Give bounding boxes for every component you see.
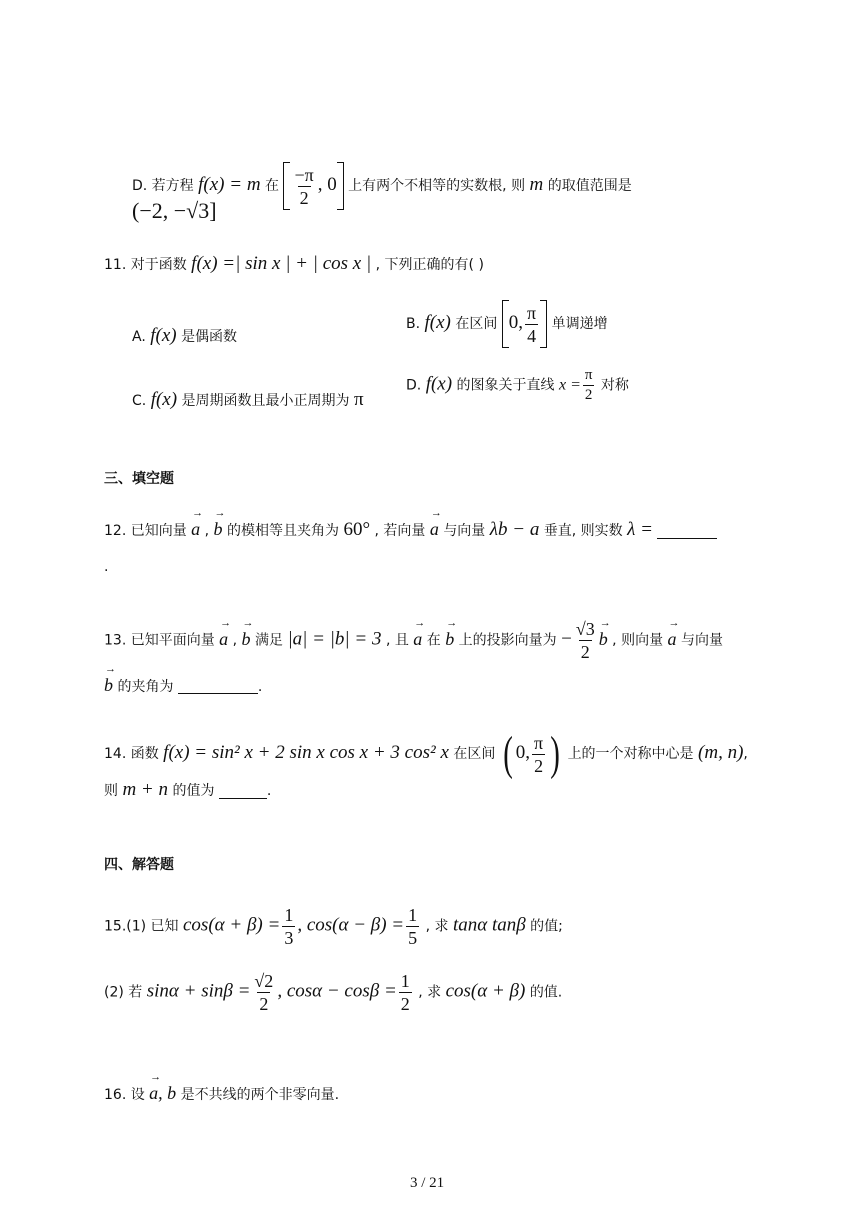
fraction-numerator: 1 — [408, 905, 418, 925]
line-fraction — [583, 368, 595, 403]
bracket-right — [337, 162, 344, 210]
vector-b: → b — [104, 676, 113, 694]
q12-text1: 的模相等且夹角为 — [226, 523, 339, 539]
interval-fraction — [525, 304, 538, 345]
q13-text1: 满足 — [254, 632, 283, 649]
q15-part2 — [104, 972, 562, 1013]
q10-d-interval-tail: , 0 — [317, 174, 337, 195]
q13-text5: , 则向量 — [612, 632, 664, 649]
q12-text4: 垂直, 则实数 — [543, 523, 623, 539]
q12-stem — [104, 520, 717, 539]
option-text: 的图象关于直线 — [456, 377, 555, 394]
answer-blank[interactable] — [219, 784, 267, 799]
fraction-numerator: π — [584, 367, 593, 383]
q13-text7: 的夹角为 — [117, 679, 174, 695]
option-text: 是周期函数且最小正周期为 — [181, 393, 350, 409]
bracket-left — [502, 300, 509, 348]
page-number: 3 / 21 — [410, 1175, 445, 1191]
q13-text3: 在 — [426, 632, 441, 649]
q12-text3: 与向量 — [443, 523, 486, 539]
q13-text6: 与向量 — [680, 632, 723, 649]
q15-fraction-2 — [406, 906, 419, 947]
q15-target: cos(α + β) — [445, 980, 526, 1002]
q13-prefix: 13. 已知平面向量 — [104, 632, 215, 649]
q10-d-interval-fraction — [292, 166, 315, 207]
vector-b: → b — [599, 630, 608, 648]
option-function: f(x) — [150, 389, 178, 410]
vector-b: → b — [214, 520, 223, 538]
q12-expression: λb − a — [489, 519, 540, 540]
q13-norm-expression: |a| = |b| = 3 — [287, 628, 382, 650]
q10-d-text2: 的取值范围是 — [547, 178, 632, 194]
q14-text2: 上的一个对称中心是 — [567, 746, 694, 762]
fraction-denominator: 5 — [408, 928, 418, 948]
separator: , — [232, 632, 238, 649]
option-label: A. — [132, 329, 146, 345]
q10-d-prefix: D. 若方程 — [132, 178, 194, 194]
separator: , — [204, 523, 210, 539]
projection-fraction — [574, 620, 597, 661]
q15-cos-sum: cos(α + β) = — [183, 914, 281, 936]
q15-fraction-1 — [282, 906, 295, 947]
fraction-denominator: 2 — [580, 642, 590, 662]
vector-a: → a — [219, 630, 228, 648]
q14-line2 — [104, 780, 271, 799]
q15-fraction-3 — [252, 972, 275, 1013]
q13-text2: , 且 — [385, 632, 409, 649]
option-function: f(x) — [424, 312, 451, 333]
vector-b: → b — [445, 630, 454, 648]
option-label: D. — [406, 377, 422, 394]
q11-option-d — [406, 368, 629, 403]
option-text2: 对称 — [600, 377, 629, 394]
fraction-numerator: √3 — [575, 619, 595, 639]
option-pi: π — [353, 389, 364, 410]
interval-fraction — [532, 734, 545, 775]
fraction-numerator: π — [534, 732, 544, 753]
fraction-denominator: 2 — [534, 755, 544, 776]
q14-line2-prefix: 则 — [104, 783, 118, 799]
fraction-denominator: 2 — [299, 187, 309, 208]
q14-end: . — [266, 783, 272, 799]
q12-text2: , 若向量 — [374, 523, 426, 539]
fraction-denominator: 2 — [259, 994, 269, 1014]
q16-text: 是不共线的两个非零向量. — [180, 1087, 340, 1103]
q15-part2-prefix: (2) 若 — [104, 984, 143, 1001]
option-function: f(x) — [150, 325, 177, 346]
q14-prefix: 14. 函数 — [104, 746, 159, 762]
option-function: f(x) — [425, 373, 453, 395]
answer-blank[interactable] — [657, 524, 717, 539]
q15-tail1: 的值; — [530, 918, 563, 935]
q14-line2-text: 的值为 — [172, 783, 215, 799]
q13-stem — [104, 620, 723, 661]
q13-line2 — [104, 676, 262, 694]
paren-left: ( — [502, 727, 513, 780]
q15-cos-diff-2: , cosα − cosβ = — [277, 980, 397, 1002]
q14-center: (m, n) — [698, 742, 744, 763]
fraction-denominator: 2 — [400, 994, 410, 1014]
q11-suffix: , 下列正确的有( ) — [375, 257, 484, 273]
q11-prefix: 11. 对于函数 — [104, 257, 187, 273]
q15-sin-sum: sinα + sinβ = — [146, 980, 251, 1002]
q10-d-expression: f(x) = m — [198, 174, 261, 195]
option-label: C. — [132, 393, 147, 409]
vector-b: → b — [242, 630, 251, 648]
interval-head: 0, — [508, 312, 524, 333]
q11-option-a — [132, 326, 237, 345]
fraction-numerator: √2 — [254, 971, 274, 991]
section-heading-fill-in: 三、填空题 — [104, 471, 174, 487]
vector-a: → a — [191, 520, 200, 538]
vector-a: → a — [413, 630, 422, 648]
q12-period: . — [104, 559, 109, 575]
fraction-numerator: 1 — [284, 905, 294, 925]
paren-right: ) — [550, 727, 560, 780]
line-x: x = — [558, 376, 581, 394]
q15-cos-diff: , cos(α − β) = — [297, 914, 405, 936]
q16-vectors: → a, b — [149, 1084, 176, 1102]
q10-d-answer: (−2, −√3] — [132, 198, 217, 223]
q12-lambda: λ = — [627, 519, 653, 540]
q16-prefix: 16. 设 — [104, 1087, 145, 1103]
q14-text1: 在区间 — [453, 746, 496, 762]
interval-head: 0, — [515, 742, 531, 763]
q11-function: f(x) =| sin x | + | cos x | — [191, 253, 372, 274]
q14-function: f(x) = sin² x + 2 sin x cos x + 3 cos² x — [163, 742, 449, 763]
q14-sum: m + n — [122, 779, 168, 800]
q14-comma: , — [743, 746, 748, 762]
q15-seek2: , 求 — [418, 984, 442, 1001]
fraction-numerator: 1 — [400, 971, 410, 991]
option-text: 是偶函数 — [181, 329, 238, 345]
q13-end: . — [257, 679, 263, 695]
bracket-right — [540, 300, 547, 348]
option-text2: 单调递增 — [551, 316, 608, 332]
q15-fraction-4 — [399, 972, 412, 1013]
section-heading-solve: 四、解答题 — [104, 857, 174, 873]
q15-seek: , 求 — [425, 918, 449, 935]
q15-part1-prefix: 15.(1) 已知 — [104, 918, 179, 935]
bracket-left — [283, 162, 290, 210]
q10-d-variable: m — [529, 174, 544, 195]
q11-stem — [104, 254, 484, 273]
q14-stem — [104, 727, 748, 780]
option-label: B. — [406, 316, 421, 332]
fraction-denominator: 2 — [584, 387, 593, 403]
fraction-numerator: −π — [294, 164, 314, 185]
q11-option-b — [406, 300, 608, 348]
q13-text4: 上的投影向量为 — [458, 632, 557, 649]
q15-tail2: 的值. — [529, 984, 563, 1001]
answer-blank[interactable] — [178, 679, 258, 694]
q12-angle: 60° — [343, 519, 371, 540]
q10-d-in: 在 — [265, 178, 280, 194]
q15-tan-product: tanα tanβ — [452, 914, 526, 936]
fraction-denominator: 4 — [527, 325, 537, 346]
vector-a: → a — [430, 520, 439, 538]
q10-d-text: 上有两个不相等的实数根, 则 — [348, 178, 526, 194]
vector-a: → a — [668, 630, 677, 648]
fraction-denominator: 3 — [284, 928, 294, 948]
q11-option-c — [132, 390, 364, 409]
projection-minus: − — [561, 628, 572, 650]
q12-prefix: 12. 已知向量 — [104, 523, 187, 539]
fraction-numerator: π — [527, 302, 537, 323]
q16-stem — [104, 1084, 339, 1102]
q15-part1 — [104, 906, 563, 947]
option-text: 在区间 — [455, 316, 498, 332]
